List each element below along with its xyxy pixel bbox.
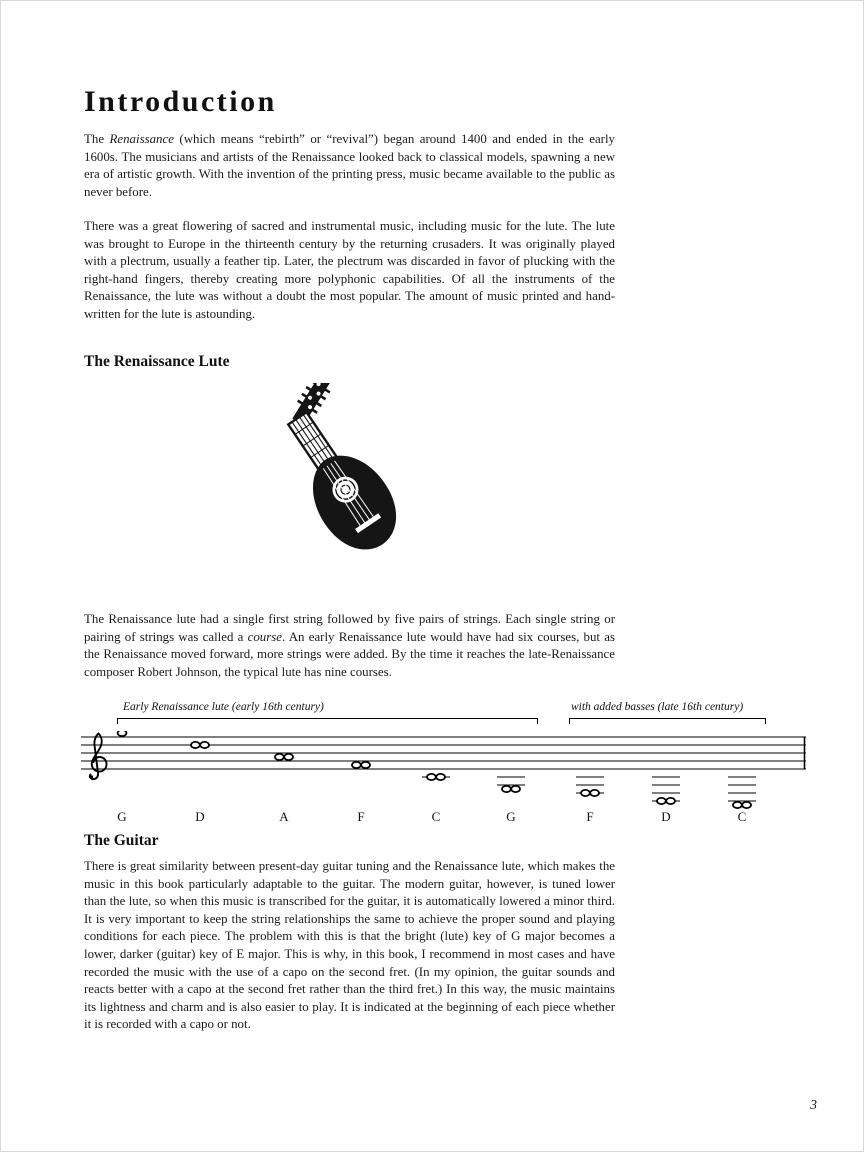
course-paragraph	[84, 611, 615, 681]
guitar-heading: The Guitar	[84, 832, 159, 849]
note-label: C	[431, 809, 441, 824]
note-label: A	[279, 809, 289, 824]
bracket-early-label: Early Renaissance lute (early 16th century)	[123, 701, 324, 713]
note-label: D	[195, 809, 205, 824]
p1-pre: The	[84, 132, 110, 146]
note-label: D	[661, 809, 671, 824]
p3-italic-word: course	[247, 629, 282, 644]
note-label: F	[357, 809, 365, 824]
renaissance-lute-heading: The Renaissance Lute	[84, 353, 230, 370]
bracket-early	[117, 718, 538, 724]
p1-italic-word: Renaissance	[109, 132, 174, 146]
p3-post: . An early Renaissance lute would have had six courses, but as the Renaissance moved forward, more strings were added. By the time it reaches the late-Renaissance composer Robert Johnson, the typical lute has nine courses.	[84, 629, 615, 679]
p1-post: (which means “rebirth” or “revival”) began around 1400 and ended in the early 1600s. The musicians and artists of the Renaissance looked back to classical models, spawning a new era of artistic growth. With the invention of the printing press, music became available to the public as never before.	[84, 132, 616, 199]
page-title: Introduction	[84, 85, 277, 118]
guitar-paragraph: There is great similarity between present-day guitar tuning and the Renaissance lute, which makes the music in this book particularly adaptable to the guitar. The modern guitar, however, is tuned lower than the lute, so when this music is transcribed for the guitar, it is automatically lowered a minor third. It is very important to keep the string relationships the same to achieve the proper sound and playing conditions for each piece. The problem with this is that the bright (lute) key of G major becomes a lower, darker (guitar) key of E major. This is why, in this book, I recommend in most cases and have recorded the music with the use of a capo on the second fret. (In my opinion, the guitar sounds and reacts better with a capo at the second fret rather than the third fret.) In this way, the music maintains its lightness and charm and is also easier to play. It is indicated at the beginning of each piece whether it is recorded with a capo or not.	[84, 859, 615, 1032]
note-label: G	[117, 809, 127, 824]
page-number: 3	[810, 1097, 817, 1112]
note-label: G	[506, 809, 516, 824]
p3-pre: The Renaissance lute had a single first string followed by five pairs of strings. Each single string or pairing of strings was called a	[84, 612, 615, 644]
tuning-example	[81, 701, 811, 833]
staff-svg	[81, 731, 806, 815]
bracket-basses-label: with added basses (late 16th century)	[571, 701, 744, 713]
intro-paragraph-1	[84, 131, 615, 201]
intro-paragraph-2: There was a great flowering of sacred and instrumental music, including music for the lute. The lute was brought to Europe in the thirteenth century by the returning crusaders. It was originally played with a plectrum, usually a feather tip. Later, the plectrum was discarded in favor of plucking with the right-hand fingers, thereby creating more polyphonic capabilities. Of all the instruments of the Renaissance, the lute was without a doubt the most popular. The amount of music printed and hand-written for the lute is astounding.	[84, 219, 615, 321]
note-label: F	[586, 809, 594, 824]
lute-illustration	[236, 383, 446, 583]
treble-clef-icon	[90, 734, 107, 780]
bracket-basses	[569, 718, 766, 724]
note-label: C	[737, 809, 747, 824]
